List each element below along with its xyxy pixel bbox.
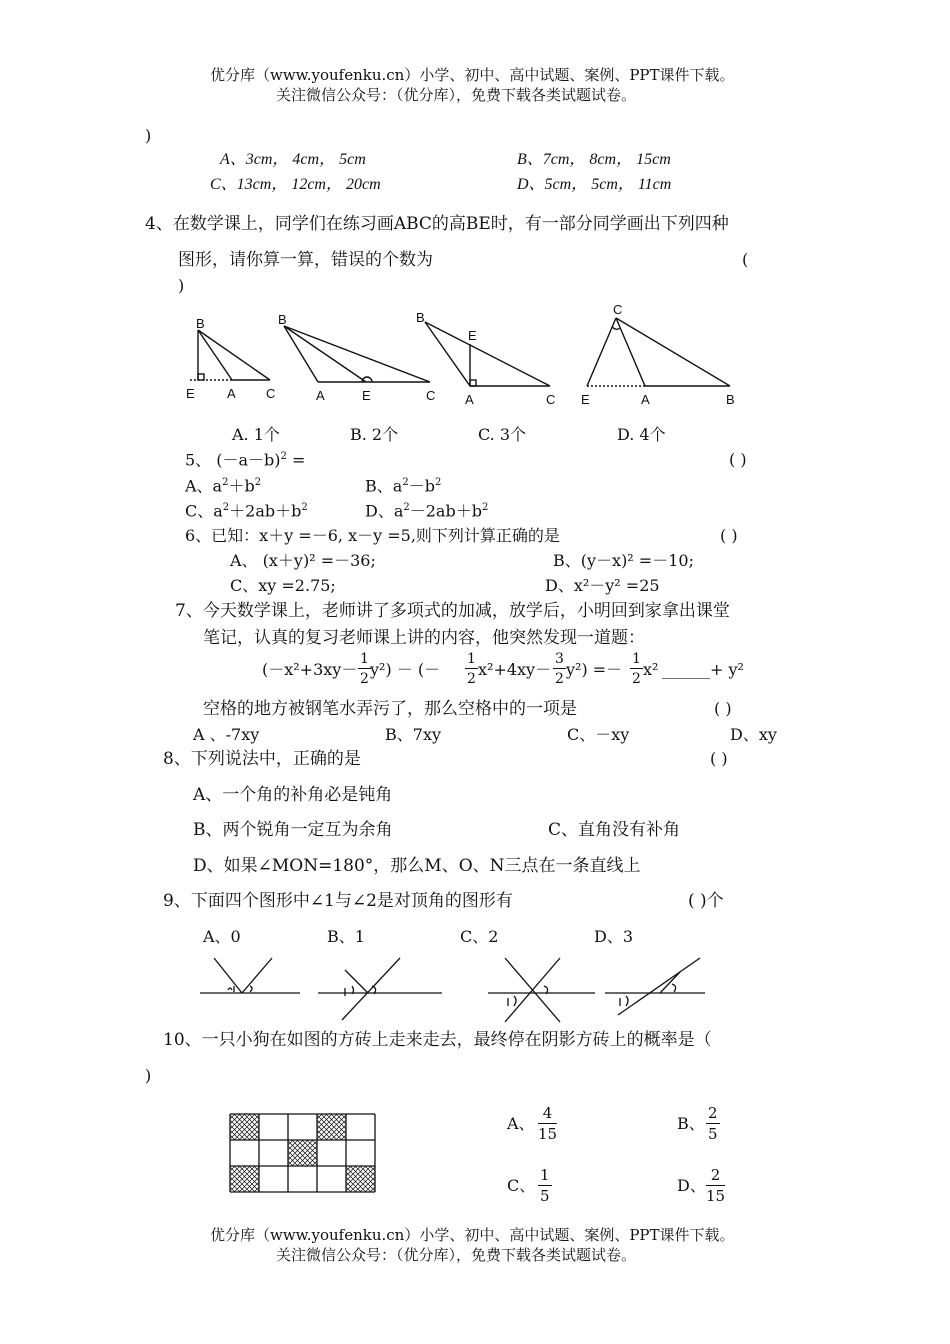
- q8-option-d: D、如果∠MON=180°，那么M、O、N三点在一条直线上: [193, 856, 641, 876]
- header-line-1: 优分库（www.youfenku.cn）小学、初中、高中试题、案例、PPT课件下载。: [210, 66, 735, 84]
- q9-option-d: D、3: [594, 927, 634, 946]
- q4-figure-3: [425, 322, 550, 386]
- q10-line-2: ): [145, 1066, 152, 1085]
- q7-line-2: 笔记，认真的复习老师课上讲的内容，他突然发现一道题：: [203, 628, 645, 648]
- q4-figure-2: [284, 326, 430, 382]
- q7-paren: ( ): [714, 699, 732, 718]
- q4-figure-4: [587, 318, 730, 386]
- q4-fig4-label-b: B: [726, 392, 735, 407]
- q10-option-d-fraction: $\frac{2}{15}$: [706, 1166, 726, 1205]
- q7-formula-part-5: x²: [643, 660, 659, 679]
- q9-option-b: B、1: [327, 927, 365, 946]
- q4-fig3-label-e: E: [468, 328, 477, 343]
- q7-formula: [0, 652, 950, 702]
- q10-option-d-label: D、: [677, 1176, 706, 1195]
- q4-fig3-label-a: A: [465, 392, 474, 407]
- q7-fraction-1: $\frac{1}{2}$: [360, 651, 369, 687]
- header-line-2: 关注微信公众号：（优分库），免费下载各类试题试卷。: [276, 86, 637, 104]
- q9-option-a: A、0: [203, 927, 241, 946]
- q9-angle-figures: [0, 950, 950, 1030]
- q9-paren: ( )个: [688, 891, 724, 911]
- footer-line-1: 优分库（www.youfenku.cn）小学、初中、高中试题、案例、PPT课件下载。: [210, 1226, 735, 1244]
- q5-stem: 5、 $(-a-b)^2$ =: [185, 450, 306, 470]
- q4-fig3-label-c: C: [546, 392, 556, 407]
- q8-option-c: C、直角没有补角: [548, 820, 681, 840]
- q10-tile-grid: [229, 1113, 379, 1193]
- q8-paren: ( ): [710, 749, 728, 768]
- q7-line-1: 7、今天数学课上，老师讲了多项式的加减，放学后，小明回到家拿出课堂: [175, 601, 730, 621]
- q7-formula-part-3: x²+4xy－: [478, 660, 552, 679]
- q3-paren-close: ): [145, 126, 152, 145]
- q6-paren: ( ): [720, 526, 738, 545]
- q10-option-b-fraction: $\frac{2}{5}$: [708, 1104, 718, 1143]
- q10-option-b-label: B、: [677, 1114, 705, 1133]
- q7-formula-blank: ______: [662, 660, 710, 679]
- q7-formula-part-4: y²) =－: [566, 660, 623, 679]
- q4-fig2-label-c: C: [426, 388, 436, 403]
- q4-fig4-label-e: E: [581, 392, 590, 407]
- q4-paren-close: ): [178, 276, 185, 295]
- q4-fig4-label-a: A: [641, 392, 650, 407]
- q4-fig3-label-b: B: [416, 310, 425, 325]
- q4-fig1-label-b: B: [196, 316, 205, 331]
- q4-paren-open: (: [742, 250, 749, 269]
- q3-option-a: A、3cm， 4cm， 5cm: [220, 151, 366, 168]
- q9-stem: 9、下面四个图形中∠1与∠2是对顶角的图形有: [163, 891, 513, 911]
- footer-line-2: 关注微信公众号：（优分库），免费下载各类试题试卷。: [276, 1246, 637, 1264]
- q8-option-b: B、两个锐角一定互为余角: [193, 820, 393, 840]
- q7-option-b: B、7xy: [385, 725, 442, 744]
- q6-option-c: C、xy =2.75;: [230, 576, 336, 595]
- q7-fraction-4: $\frac{1}{2}$: [632, 651, 641, 687]
- q4-fig2-label-e: E: [362, 388, 371, 403]
- q7-formula-part-6: + y²: [710, 660, 744, 679]
- q5-option-b: B、$a^2-b^2$: [365, 476, 442, 496]
- q6-option-b: B、(y－x)² =－10;: [553, 551, 694, 570]
- q7-option-d: D、xy: [730, 725, 777, 744]
- q10-line-1: 10、一只小狗在如图的方砖上走来走去，最终停在阴影方砖上的概率是（: [163, 1030, 712, 1050]
- q6-option-d: D、x²－y² =25: [545, 576, 660, 595]
- q7-option-c: C、－xy: [567, 725, 630, 744]
- q10-option-c-fraction: $\frac{1}{5}$: [540, 1166, 550, 1205]
- q10-option-a-label: A、: [507, 1114, 535, 1133]
- q6-option-a: A、 (x＋y)² =－36;: [230, 551, 376, 570]
- q4-fig4-label-c: C: [613, 302, 623, 317]
- q4-triangle-figures: [0, 300, 950, 420]
- q10-option-c-label: C、: [507, 1176, 536, 1195]
- q6-stem: 6、已知：x＋y =－6, x－y =5,则下列计算正确的是: [185, 526, 560, 545]
- q5-option-d: D、$a^2-2ab+b^2$: [365, 501, 489, 521]
- q4-fig1-label-a: A: [227, 386, 236, 401]
- q7-line-3: 空格的地方被钢笔水弄污了，那么空格中的一项是: [203, 699, 577, 719]
- q7-formula-part-1: (－x²+3xy－: [262, 660, 358, 679]
- q4-fig1-label-e: E: [186, 386, 195, 401]
- q7-option-a: A 、-7xy: [193, 725, 260, 744]
- q4-option-d: D. 4个: [617, 425, 666, 444]
- q8-stem: 8、下列说法中，正确的是: [163, 749, 361, 769]
- q7-formula-part-2: y²) － (－: [370, 660, 441, 679]
- q4-option-c: C. 3个: [478, 425, 527, 444]
- q8-option-a: A、一个角的补角必是钝角: [193, 785, 393, 805]
- q4-fig2-label-b: B: [278, 312, 287, 327]
- q7-fraction-2: $\frac{1}{2}$: [467, 651, 476, 687]
- q9-option-c: C、2: [460, 927, 499, 946]
- q5-option-a: A、$a^2+b^2$: [185, 476, 262, 496]
- q4-line-2: 图形，请你算一算，错误的个数为: [178, 250, 433, 270]
- q5-paren: ( ): [729, 450, 747, 469]
- q4-fig2-label-a: A: [316, 388, 325, 403]
- q4-fig1-label-c: C: [266, 386, 276, 401]
- q10-option-a-fraction: $\frac{4}{15}$: [538, 1104, 558, 1143]
- q7-fraction-3: $\frac{3}{2}$: [555, 651, 564, 687]
- q4-option-b: B. 2个: [350, 425, 399, 444]
- q5-option-c: C、$a^2+2ab+b^2$: [185, 501, 308, 521]
- q3-option-d: D、5cm， 5cm， 11cm: [517, 176, 672, 193]
- q4-line-1: 4、在数学课上，同学们在练习画ABC的高BE时，有一部分同学画出下列四种: [145, 214, 729, 234]
- q4-option-a: A. 1个: [232, 425, 280, 444]
- q3-option-b: B、7cm， 8cm， 15cm: [517, 151, 671, 168]
- q4-figure-1: [190, 330, 270, 380]
- q3-option-c: C、13cm， 12cm， 20cm: [210, 176, 381, 193]
